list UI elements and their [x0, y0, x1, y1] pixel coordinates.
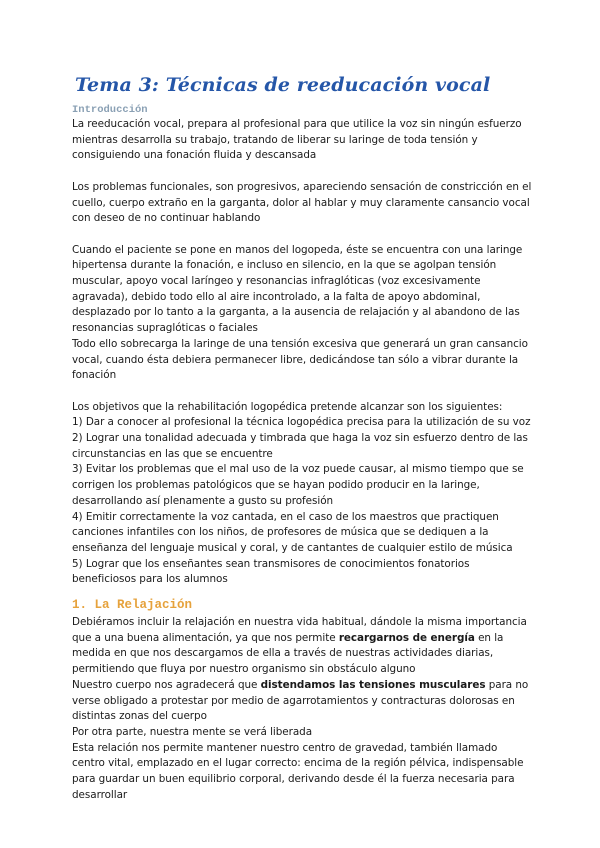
intro-heading: Introducción [72, 104, 148, 116]
s1p2-bold: distendamos las tensiones musculares [260, 678, 486, 691]
section-1-heading: 1. La Relajación [72, 598, 193, 613]
s1p2-text-c: para no verse obligado a protestar por medio de agarrotamientos y contracturas dolorosas en distintas zonas del cuerpo [72, 678, 529, 723]
intro-paragraph-4: Todo ello sobrecarga la laringe de una tensión excesiva que generará un gran cansancio vocal, cuando ésta debiera permanecer libre, dedicándose tan sólo a vibrar durante la fonación [72, 337, 528, 382]
objectives-list [72, 415, 532, 588]
s1p1-text-a: Debiéramos incluir la relajación en nuestra vida habitual, dándole la misma importancia que a una buena alimentación, ya que nos permite [72, 616, 527, 644]
objective-item-2: 2) Lograr una tonalidad adecuada y timbrada que haga la voz sin esfuerzo dentro de las circunstancias en las que se encuentre [72, 432, 528, 460]
objective-item-3: 3) Evitar los problemas que el mal uso de la voz puede causar, al mismo tiempo que se corrigen los problemas patológicos que se hayan podido producir en la laringe, desarrollando así plenamente a gusto su profesión [72, 463, 524, 507]
section-1-paragraph-3: Por otra parte, nuestra mente se verá liberada [72, 725, 313, 738]
s1p1-text-c: en la medida en que nos descargamos de ella a través de nuestras actividades diarias, permitiendo que fluya por nuestro organismo sin obstáculo alguno [72, 631, 504, 676]
s1p2-text-a: Nuestro cuerpo nos agradecerá que [72, 678, 261, 691]
s1p1-bold: recargarnos de energía [338, 631, 475, 644]
section-1-paragraph-2 [72, 678, 532, 725]
objectives-intro: Los objetivos que la rehabilitación logopédica pretende alcanzar son los siguientes: [72, 400, 503, 413]
section-1-paragraph-1 [72, 615, 532, 678]
intro-paragraph-3: Cuando el paciente se pone en manos del logopeda, éste se encuentra con una laringe hipertensa durante la fonación, e incluso en silencio, en la que se agolpan tensión muscular, apoyo vocal laríngeo y resonancias infraglóticas (voz excesivamente agravada), debido todo ello al aire incontrolado, a la falta de apoyo abdominal, desplazado por lo tanto a la garganta, a la ausencia de relajación y al abandono de las resonancias supraglóticas o faciales [72, 243, 523, 335]
intro-paragraph-1: La reeducación vocal, prepara al profesional para que utilice la voz sin ningún esfuerzo mientras desarrolla su trabajo, tratando de liberar su laringe de toda tensión y consiguiendo una fonación fluida y descansada [72, 118, 522, 162]
objective-item-5: 5) Lograr que los enseñantes sean transmisores de conocimientos fonatorios beneficiosos para los alumnos [72, 557, 470, 586]
objective-item-4: 4) Emitir correctamente la voz cantada, en el caso de los maestros que practiquen canciones infantiles con los niños, de profesores de música que se dediquen a la enseñanza del lenguaje musical y coral, y de cantantes de cualquier estilo de música [72, 510, 513, 554]
intro-paragraph-2: Los problemas funcionales, son progresivos, apareciendo sensación de constricción en el cuello, cuerpo extraño en la garganta, dolor al hablar y muy claramente cansancio vocal con deseo de no continuar hablando [72, 180, 532, 225]
section-1-paragraph-4: Esta relación nos permite mantener nuestro centro de gravedad, también llamado centro vital, emplazado en el lugar correcto: encima de la región pélvica, indispensable para guardar un buen equilibrio corporal, derivando desde él la fuerza necesaria para desarrollar [72, 741, 524, 801]
objective-item-1: 1) Dar a conocer al profesional la técnica logopédica precisa para la utilización de su voz [72, 416, 531, 429]
document-title: Tema 3: Técnicas de reeducación vocal [75, 74, 491, 96]
document-page [72, 72, 532, 803]
